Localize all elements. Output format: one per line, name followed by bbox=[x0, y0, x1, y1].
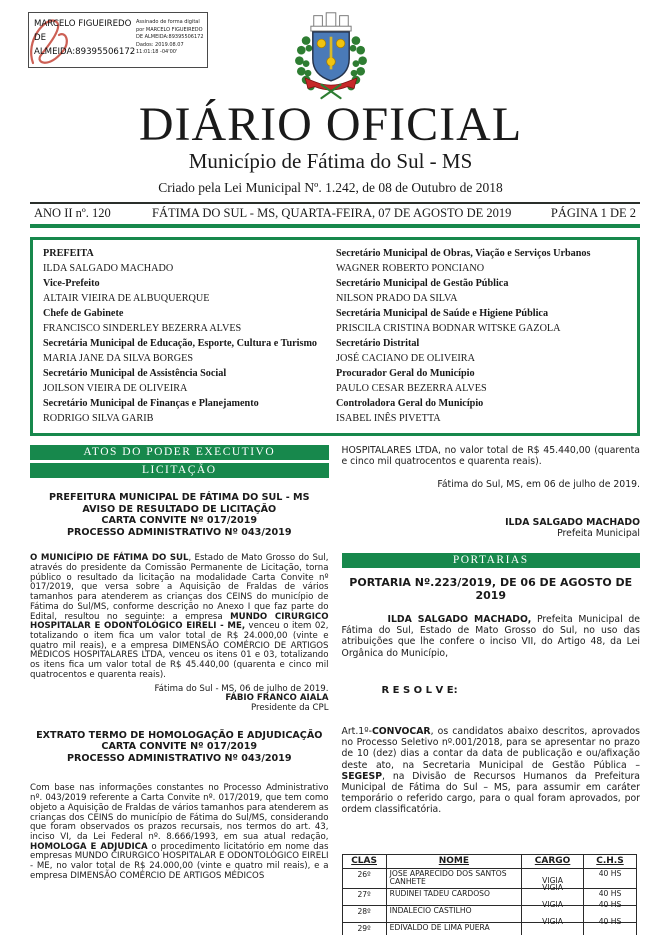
official-title: PREFEITA bbox=[43, 248, 94, 259]
column-header-nome: NOME bbox=[386, 854, 521, 868]
cell-chs: 40 HS bbox=[598, 900, 622, 910]
digital-signature-box bbox=[28, 12, 208, 68]
official-title: Vice-Prefeito bbox=[43, 278, 100, 289]
officials-box bbox=[30, 237, 640, 436]
extrato-paragraph bbox=[30, 784, 329, 881]
cell-nome: RUDINEI TADEU CARDOSO bbox=[389, 889, 490, 899]
extrato-heading-line: PROCESSO ADMINISTRATIVO Nº 043/2019 bbox=[66, 752, 292, 764]
cell-nome: EDIVALDO DE LIMA PUERA bbox=[389, 923, 490, 933]
official-name: JOILSON VIEIRA DE OLIVEIRA bbox=[43, 383, 188, 394]
aviso-signer-name: FÁBIO FRANCO AIALA bbox=[225, 693, 329, 704]
portaria-convocar-bold: CONVOCAR bbox=[371, 726, 431, 738]
extrato-paragraph-text: o procedimento licitatório em nome das empresas MUNDO CIRURGICO HOSPITALAR E ODONTOLÓGICO EIRELI - ME, no valor total de R$ 24.000,00 (vinte e quatro mil reais), e a empresa DIMENSÃO COMÉRCIO DE ARTIGOS MÉDICOS bbox=[30, 841, 329, 881]
extrato-homologa-bold: HOMOLOGA E ADJUDICA bbox=[30, 841, 148, 852]
cell-chs: 40 HS bbox=[598, 889, 622, 899]
extrato-paragraph-text: Com base nas informações constantes no Processo Administrativo nº. 043/2019 referente a Carta Convite nº. 017/2019, que tem como objeto a Aquisição de Fraldas de vários tamanhos para atenderem as crianças dos CEINS do município de Fátima do Sul/MS, considerando que foram observados os prazos recursais, nos termos do art. 43, inciso VI, da Lei Federal nº. 8.666/1993, em sua atual redação, bbox=[30, 783, 329, 842]
aviso-paragraph bbox=[30, 554, 329, 680]
signature-details: Assinado de forma digital por MARCELO FIGUEIREDO DE ALMEIDA:89395506172 Dados: 2019.08.07 11:01:18 -04'00' bbox=[136, 19, 204, 56]
aviso-heading-line: PROCESSO ADMINISTRATIVO Nº 043/2019 bbox=[66, 526, 292, 538]
extrato-dateline: Fátima do Sul, MS, em 06 de julho de 2019. bbox=[437, 479, 640, 491]
cell-chs: 40 HS bbox=[598, 917, 622, 927]
aviso-paragraph-text: , Estado de Mato Grosso do Sul, através do presidente da Comissão Permanente de Licitação, torna público o resultado da licitação na modalidade Carta Convite nº 017/2019, que versa sobre a Aquisição de Fraldas de vários tamanhos para atenderem as crianças dos CEINS do município de Fátima do Sul/MS, conforme descrição no Anexo I que faz parte do Edital, resultou no seguinte: a empresa bbox=[30, 553, 329, 622]
official-name: NILSON PRADO DA SILVA bbox=[336, 293, 458, 304]
extrato-heading-line: CARTA CONVITE Nº 017/2019 bbox=[101, 741, 258, 753]
official-title: Secretário Municipal de Assistência Social bbox=[43, 368, 227, 379]
official-name: WAGNER ROBERTO PONCIANO bbox=[336, 263, 485, 274]
official-title: Secretário Municipal de Finanças e Planejamento bbox=[43, 398, 259, 409]
page-indicator: PÁGINA 1 DE 2 bbox=[550, 206, 636, 220]
official-name: FRANCISCO SINDERLEY BEZERRA ALVES bbox=[43, 323, 242, 334]
cell-nome: INDALECIO CASTILHO bbox=[389, 906, 472, 916]
edition-info-bar bbox=[30, 202, 640, 228]
aviso-paragraph-lead: O MUNICÍPIO DE FÁTIMA DO SUL bbox=[30, 553, 189, 564]
body-left-column bbox=[30, 445, 329, 935]
edition-date: FÁTIMA DO SUL - MS, QUARTA-FEIRA, 07 DE AGOSTO DE 2019 bbox=[152, 206, 512, 220]
official-title: Controladora Geral do Município bbox=[336, 398, 484, 409]
portaria-article-text: Art.1º- bbox=[341, 726, 372, 738]
extrato-signer-name: ILDA SALGADO MACHADO bbox=[505, 516, 640, 528]
extrato-heading-line: EXTRATO TERMO DE HOMOLOGAÇÃO E ADJUDICAÇÃO bbox=[36, 729, 323, 741]
cell-clas: 26º bbox=[357, 869, 371, 879]
aviso-heading-line: CARTA CONVITE Nº 017/2019 bbox=[101, 515, 258, 527]
cell-nome: JOSE APARECIDO DOS SANTOS CANHETE bbox=[389, 868, 507, 887]
official-name: ALTAIR VIEIRA DE ALBUQUERQUE bbox=[43, 293, 210, 304]
official-title: Chefe de Gabinete bbox=[43, 308, 124, 319]
column-header-clas: CLAS bbox=[342, 854, 386, 868]
column-header-chs: C.H.S bbox=[583, 854, 636, 868]
edition-number: ANO II nº. 120 bbox=[34, 206, 111, 220]
official-title: Secretária Municipal de Educação, Esporte, Cultura e Turismo bbox=[43, 338, 318, 349]
portaria-article-text: , na Divisão de Recursos Humanos da Prefeitura Municipal de Fátima do Sul – MS, para assumir em caráter temporário o referido cargo, para o qual foram aprovados, por ordem classificatória. bbox=[341, 770, 640, 816]
portaria-preamble-lead: ILDA SALGADO MACHADO, bbox=[387, 614, 532, 626]
section-banner-licitacao: LICITAÇÃO bbox=[30, 463, 329, 478]
cell-cargo: VIGIA bbox=[542, 917, 563, 927]
table-header-row bbox=[342, 854, 637, 868]
table-row bbox=[342, 889, 637, 906]
body-right-column bbox=[342, 445, 641, 935]
official-title: Secretária Municipal de Saúde e Higiene Pública bbox=[336, 308, 549, 319]
section-banner-atos: ATOS DO PODER EXECUTIVO bbox=[30, 445, 329, 460]
portaria-segesp-bold: SEGESP bbox=[341, 770, 383, 782]
official-title: Secretário Distrital bbox=[336, 338, 420, 349]
aviso-heading-line: AVISO DE RESULTADO DE LICITAÇÃO bbox=[82, 503, 277, 515]
portaria-heading: PORTARIA Nº.223/2019, DE 06 DE AGOSTO DE 2019 bbox=[349, 576, 633, 603]
candidates-table bbox=[342, 854, 638, 935]
column-header-cargo: CARGO bbox=[522, 854, 584, 868]
official-name: JOSÉ CACIANO DE OLIVEIRA bbox=[336, 353, 475, 364]
portaria-preamble bbox=[342, 614, 641, 659]
cell-clas: 29º bbox=[357, 924, 371, 934]
aviso-heading bbox=[30, 492, 329, 538]
portaria-article-text: , os candidatos abaixo descritos, aprovados no Processo Seletivo nº.001/2018, para se apresentar no prazo de 10 (dez) dias a contar da data de publicação e ou/afixação deste ato, na Secretaria Municipal de Gestão Pública – bbox=[341, 726, 640, 771]
table-row bbox=[342, 906, 637, 923]
cell-cargo: VIGIA bbox=[542, 900, 563, 910]
section-banner-portarias: PORTARIAS bbox=[342, 553, 641, 568]
portaria-preamble-text: Prefeita Municipal de Fátima do Sul, Estado de Mato Grosso do Sul, no uso das atribuições que lhe confere o inciso VII, do Artigo 48, da Lei Orgânica do Município, bbox=[341, 614, 640, 659]
aviso-company-bold: MUNDO CIRURGICO HOSPITALAR E ODONTOLÓGICO EIRELI - ME, bbox=[30, 611, 329, 632]
official-name: ILDA SALGADO MACHADO bbox=[43, 263, 174, 274]
cell-cargo: VIGIA bbox=[542, 883, 563, 893]
cell-cargo: VIGIA bbox=[542, 875, 563, 885]
extrato-signer-role: Prefeita Municipal bbox=[557, 527, 640, 539]
aviso-dateline: Fátima do Sul - MS, 06 de julho de 2019. bbox=[154, 683, 329, 694]
official-name: ISABEL INÊS PIVETTA bbox=[336, 413, 441, 424]
gazette-created-line: Criado pela Lei Municipal Nº. 1.242, de 08 de Outubro de 2018 bbox=[158, 180, 503, 195]
portaria-resolve: R E S O L V E: bbox=[381, 684, 458, 696]
official-name: PAULO CESAR BEZERRA ALVES bbox=[336, 383, 487, 394]
official-title: Secretário Municipal de Obras, Viação e Serviços Urbanos bbox=[336, 248, 591, 259]
portaria-article-1 bbox=[342, 726, 641, 816]
official-title: Procurador Geral do Município bbox=[336, 368, 475, 379]
cell-clas: 27º bbox=[357, 890, 371, 900]
table-row bbox=[342, 868, 637, 888]
aviso-heading-line: PREFEITURA MUNICIPAL DE FÁTIMA DO SUL - MS bbox=[48, 492, 310, 503]
officials-left-column bbox=[43, 246, 336, 426]
official-name: PRISCILA CRISTINA BODNAR WITSKE GAZOLA bbox=[336, 323, 561, 334]
coat-of-arms-icon bbox=[292, 8, 370, 100]
official-name: RODRIGO SILVA GARIB bbox=[43, 413, 154, 424]
official-name: MARIA JANE DA SILVA BORGES bbox=[43, 353, 194, 364]
aviso-signer-role: Presidente da CPL bbox=[250, 702, 329, 713]
aviso-paragraph-text: venceu o item 02, totalizando o item fica um valor total de R$ 24.000,00 (vinte e quatro mil reais), e a empresa DIMENSÃO COMÉRCIO DE ARTIGOS MÉDICOS HOSPITALARES LTDA, venceu os itens 01 e 03, totalizando os itens fica um valor total de R$ 45.440,00 (quarenta e cinco mil quatrocentos e quarenta reais). bbox=[30, 621, 329, 680]
signature-name: MARCELO FIGUEIREDO DE ALMEIDA:89395506172 bbox=[34, 19, 136, 57]
cell-chs: 40 HS bbox=[598, 868, 622, 878]
table-row bbox=[342, 923, 637, 935]
official-title: Secretário Municipal de Gestão Pública bbox=[336, 278, 509, 289]
gazette-title: DIÁRIO OFICIAL bbox=[138, 98, 523, 151]
extrato-continuation-paragraph: HOSPITALARES LTDA, no valor total de R$ 45.440,00 (quarenta e cinco mil quatrocentos e quarenta reais). bbox=[341, 445, 640, 468]
extrato-heading bbox=[30, 730, 329, 765]
gazette-subtitle: Município de Fátima do Sul - MS bbox=[188, 149, 473, 173]
cell-clas: 28º bbox=[357, 907, 371, 917]
officials-right-column bbox=[336, 246, 629, 426]
